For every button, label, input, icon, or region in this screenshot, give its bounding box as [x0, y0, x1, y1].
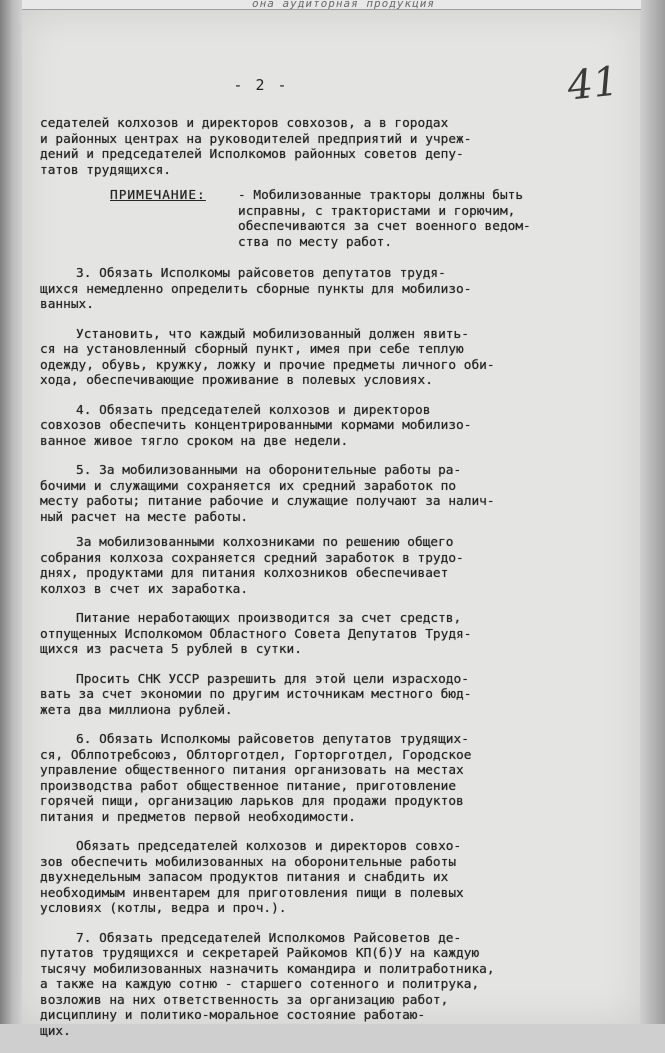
- paragraph-6-provisions: Обязать председателей колхозов и директоров совхо- зов обеспечить мобилизованных на оборонительные работы двухнедельным запасом продуктов питания и снабдить их необходимым инвентарем для приготовления пищи в полевых условиях (котлы, ведра и проч.).: [40, 839, 464, 916]
- note-text: - Мобилизованные тракторы должны быть исправны, с трактористами и горючим, обеспечиваются за счет военного ведом- ства по месту работ.: [238, 188, 531, 250]
- bleed-through-text: она аудиторная продукция: [252, 0, 435, 10]
- paragraph-6: 6. Обязать Исполкомы райсоветов депутатов трудящих- ся, Облпотребсоюз, Облторготдел, Горторготдел, Городское управление общественного питания организовать на местах производства работ общественное питание, приготовление горячей пищи, организацию ларьков для продажи продуктов питания и предметов первой необходимости.: [40, 732, 472, 825]
- paragraph-7: 7. Обязать председателей Исполкомов Райсоветов де- путатов трудящихся и секретарей Райкомов КП(б)У на каждую тысячу мобилизованных назначить командира и политработника, а также на каждую сотню - старшего сотенного и политрука, возложив на них ответственность за организацию работ, дисциплину и политико-моральное состояние работаю- щих.: [40, 930, 495, 1039]
- paragraph-5: 5. За мобилизованными на оборонительные работы ра- бочими и служащими сохраняется их средний заработок по месту работы; питание рабочие и служащие получают за налич- ный расчет на месте работы.: [40, 463, 495, 525]
- paragraph-5-unemployed: Питание неработающих производится за счет средств, отпущенных Исполкомом Областного Совета Депутатов Трудя- щихся из расчета 5 рублей в сутки.: [40, 611, 472, 657]
- document-body: [40, 116, 630, 1053]
- paragraph-3-establish: Установить, что каждый мобилизованный должен явить- ся на установленный сборный пункт, имея при себе теплую одежду, обувь, кружку, ложку и прочие предметы личного оби- хода, обеспечивающие проживание в полевых условиях.: [40, 326, 495, 388]
- note-label: ПРИМЕЧАНИЕ:: [110, 188, 206, 203]
- scan-edge-left: [0, 0, 22, 1024]
- note-block: [40, 188, 630, 250]
- paragraph-5-snk-request: Просить СНК УССР разрешить для этой цели израсходо- вать за счет экономии по другим источникам местного бюд- жета два миллиона рублей.: [40, 671, 472, 718]
- archive-folio-number: 41: [565, 58, 621, 110]
- paragraph-intro: седателей колхозов и директоров совхозов, а в городах и районных центрах на руководителей предприятий и учреж- дений и председателей Исполкомов районных советов депу- татов трудящихся.: [40, 116, 472, 178]
- paragraph-5-collective-farmers: За мобилизованными колхозниками по решению общего собрания колхоза сохраняется средний заработок в трудо- днях, продуктами для питания колхозников обеспечивает колхоз в счет их заработка.: [40, 535, 464, 597]
- previous-page-strip: [22, 0, 641, 10]
- paragraph-3: 3. Обязать Исполкомы райсоветов депутатов трудя- щихся немедленно определить сборные пункты для мобилизо- ванных.: [40, 266, 472, 312]
- page-number: - 2 -: [233, 76, 289, 94]
- paragraph-4: 4. Обязать председателей колхозов и директоров совхозов обеспечить концентрированными кормами мобилизо- ванное живое тягло сроком на две недели.: [40, 402, 472, 449]
- scan-edge-right: [641, 0, 665, 1024]
